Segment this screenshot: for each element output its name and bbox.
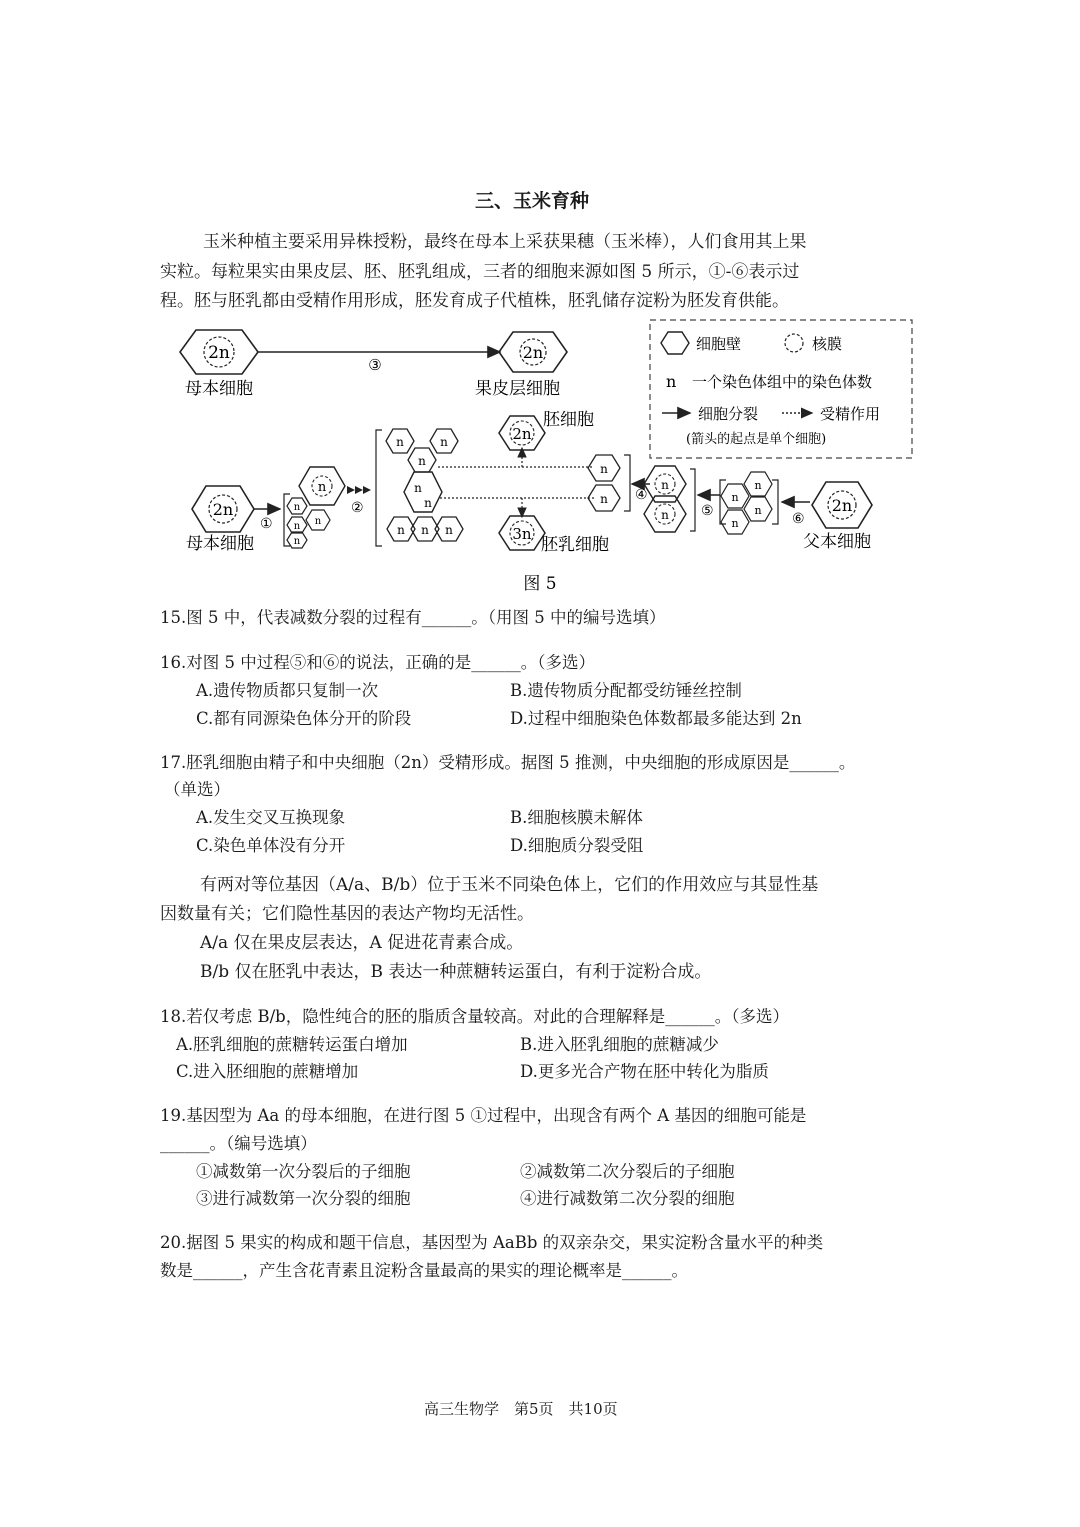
legend-fertilization: 受精作用 <box>820 405 881 423</box>
svg-text:n: n <box>317 480 327 495</box>
intro-line-2: 实粒。每粒果实由果皮层、胚、胚乳组成，三者的细胞来源如图 5 所示，①-⑥表示过 <box>160 262 800 282</box>
step-3-label: ③ <box>368 356 382 374</box>
svg-text:n: n <box>396 435 404 449</box>
question-20-line-1: 20.据图 5 果实的构成和题干信息，基因型为 AaBb 的双亲杂交，果实淀粉含量水平的种类 <box>160 1233 824 1252</box>
legend-division: 细胞分裂 <box>698 405 759 423</box>
svg-text:n: n <box>421 523 429 537</box>
q16-option-a[interactable]: A.遗传物质都只复制一次 <box>196 681 379 700</box>
father-cell <box>812 482 872 528</box>
pollen-grain <box>644 466 686 532</box>
svg-text:3n: 3n <box>512 525 532 543</box>
page-footer: 高三生物学 第5页 共10页 <box>424 1400 618 1418</box>
legend-n-desc: 一个染色体组中的染色体数 <box>692 373 873 391</box>
svg-text:2n: 2n <box>831 496 853 515</box>
mother-cell-bottom <box>192 486 254 532</box>
step-1-label: ① <box>260 516 273 532</box>
svg-text:n: n <box>754 479 762 492</box>
info-line-4: B/b 仅在胚乳中表达，B 表达一种蔗糖转运蛋白，有利于淀粉合成。 <box>200 962 712 982</box>
microspore-tetrad <box>721 472 772 534</box>
svg-text:n: n <box>293 502 301 513</box>
svg-text:2n: 2n <box>522 343 544 362</box>
svg-text:n: n <box>397 523 405 537</box>
svg-text:n: n <box>445 523 453 537</box>
embryo-sac <box>386 429 463 541</box>
section-title: 三、玉米育种 <box>475 190 590 212</box>
q16-option-c[interactable]: C.都有同源染色体分开的阶段 <box>196 709 412 728</box>
cell-wall-icon <box>661 332 689 354</box>
pericarp-cell <box>499 332 567 372</box>
q18-option-a[interactable]: A.胚乳细胞的蔗糖转运蛋白增加 <box>176 1035 408 1054</box>
figure-caption: 图 5 <box>523 574 557 594</box>
q19-option-1[interactable]: ①减数第一次分裂后的子细胞 <box>196 1162 411 1181</box>
question-15: 15.图 5 中，代表减数分裂的过程有______。（用图 5 中的编号选填） <box>160 608 666 627</box>
q18-option-d[interactable]: D.更多光合产物在胚中转化为脂质 <box>520 1062 769 1081</box>
info-line-1: 有两对等位基因（A/a、B/b）位于玉米不同染色体上，它们的作用效应与其显性基 <box>200 875 819 895</box>
step-6-label: ⑥ <box>792 511 805 527</box>
svg-text:n: n <box>661 508 669 522</box>
q16-option-b[interactable]: B.遗传物质分配都受纺锤丝控制 <box>510 681 742 700</box>
svg-text:2n: 2n <box>512 425 532 443</box>
process-2-arrow <box>347 486 371 494</box>
svg-text:n: n <box>754 504 762 517</box>
q17-option-c[interactable]: C.染色单体没有分开 <box>196 836 346 855</box>
ploidy-label: 2n <box>208 343 230 363</box>
svg-text:2n: 2n <box>212 500 234 519</box>
svg-text:n: n <box>414 481 422 495</box>
svg-text:n: n <box>600 492 608 506</box>
q17-option-b[interactable]: B.细胞核膜未解体 <box>510 808 643 827</box>
q19-option-4[interactable]: ④进行减数第二次分裂的细胞 <box>520 1189 735 1208</box>
svg-text:n: n <box>418 454 426 468</box>
q17-option-d[interactable]: D.细胞质分裂受阻 <box>510 836 644 855</box>
step-2-label: ② <box>351 500 364 516</box>
question-17-type: （单选） <box>164 780 230 799</box>
question-16-stem: 16.对图 5 中过程⑤和⑥的说法，正确的是______。（多选） <box>160 653 595 672</box>
q19-option-3[interactable]: ③进行减数第一次分裂的细胞 <box>196 1189 411 1208</box>
legend-cell-wall: 细胞壁 <box>696 335 742 353</box>
svg-text:n: n <box>293 536 301 547</box>
svg-text:n: n <box>600 462 608 476</box>
svg-text:n: n <box>314 516 322 527</box>
svg-text:n: n <box>731 491 739 504</box>
question-19-stem: 19.基因型为 Aa 的母本细胞，在进行图 5 ①过程中，出现含有两个 A 基因的细胞可能是 <box>160 1106 807 1125</box>
pericarp-cell-label: 果皮层细胞 <box>475 379 560 399</box>
father-cell-label: 父本细胞 <box>803 532 871 552</box>
svg-text:n: n <box>661 478 669 492</box>
q18-option-c[interactable]: C.进入胚细胞的蔗糖增加 <box>176 1062 359 1081</box>
legend-nuclear-membrane: 核膜 <box>812 335 843 353</box>
legend-note: (箭头的起点是单个细胞) <box>686 432 827 447</box>
step-5-label: ⑤ <box>701 503 714 519</box>
endosperm-cell-label: 胚乳细胞 <box>541 535 609 555</box>
info-line-3: A/a 仅在果皮层表达，A 促进花青素合成。 <box>200 933 524 953</box>
nuclear-membrane-icon <box>785 334 803 352</box>
mother-cell-bottom-label: 母本细胞 <box>186 534 254 554</box>
svg-text:n: n <box>731 517 739 530</box>
q17-option-a[interactable]: A.发生交叉互换现象 <box>196 808 346 827</box>
svg-text:n: n <box>440 435 448 449</box>
q18-option-b[interactable]: B.进入胚乳细胞的蔗糖减少 <box>520 1035 719 1054</box>
q19-option-2[interactable]: ②减数第二次分裂后的子细胞 <box>520 1162 735 1181</box>
svg-text:n: n <box>424 496 432 510</box>
mother-cell-top <box>180 330 258 374</box>
megaspore-tetrad <box>287 467 345 548</box>
step-4-label: ④ <box>635 487 648 503</box>
question-18-stem: 18.若仅考虑 B/b，隐性纯合的胚的脂质含量较高。对此的合理解释是______。（多选） <box>160 1007 789 1026</box>
question-17-stem: 17.胚乳细胞由精子和中央细胞（2n）受精形成。据图 5 推测，中央细胞的形成原因是______。 <box>160 753 856 772</box>
info-line-2: 因数量有关；它们隐性基因的表达产物均无活性。 <box>160 904 534 924</box>
embryo-cell <box>499 416 545 450</box>
sperm-cells <box>588 455 620 511</box>
mother-cell-top-label: 母本细胞 <box>185 379 253 399</box>
legend-n-symbol: n <box>666 372 677 391</box>
figure-5-diagram <box>150 312 940 602</box>
question-19-type: ______。（编号选填） <box>160 1134 317 1153</box>
question-20-line-2: 数是______，产生含花青素且淀粉含量最高的果实的理论概率是______。 <box>160 1261 688 1280</box>
intro-line-3: 程。胚与胚乳都由受精作用形成，胚发育成子代植株，胚乳储存淀粉为胚发育供能。 <box>160 291 789 311</box>
intro-line-1: 玉米种植主要采用异株授粉，最终在母本上采获果穗（玉米棒），人们食用其上果 <box>203 232 807 252</box>
embryo-cell-label: 胚细胞 <box>543 410 594 430</box>
endosperm-cell <box>499 516 545 550</box>
svg-text:n: n <box>293 521 301 532</box>
q16-option-d[interactable]: D.过程中细胞染色体数都最多能达到 2n <box>510 709 802 728</box>
